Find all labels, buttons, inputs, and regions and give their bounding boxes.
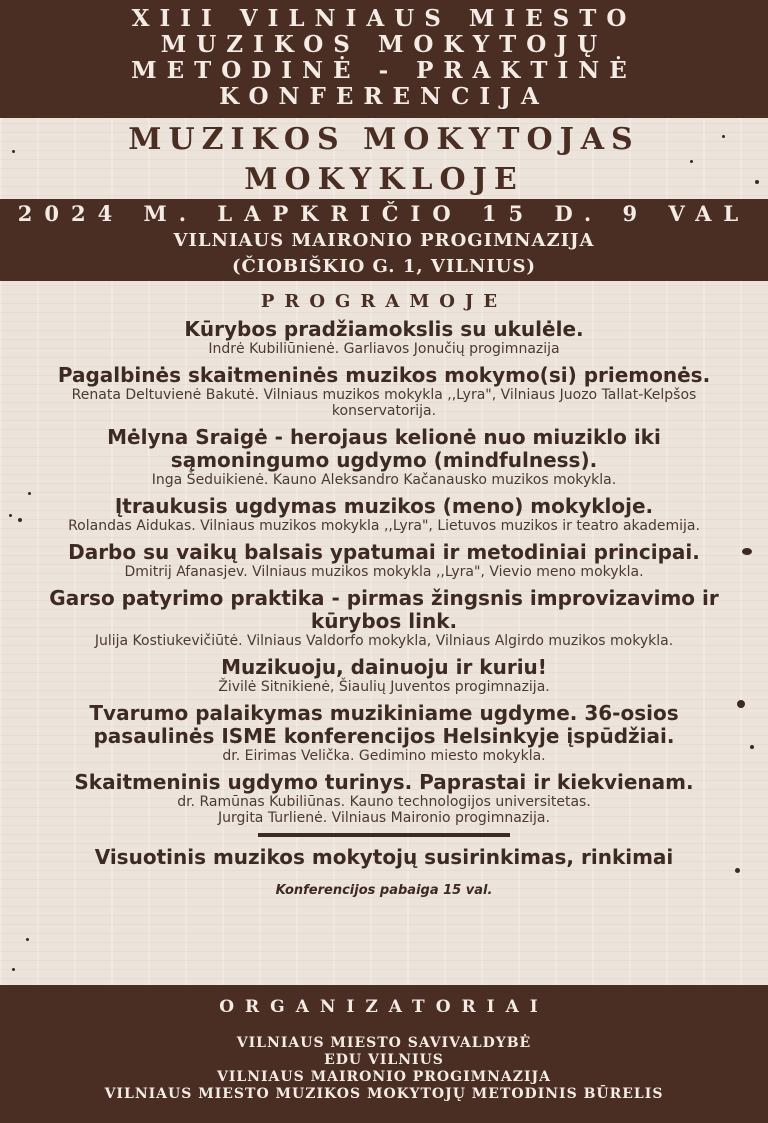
decorative-speck (690, 160, 693, 163)
talk-title: Muzikuoju, dainuoju ir kuriu! (221, 655, 547, 679)
event-date: 2024 M. LAPKRIČIO 15 D. 9 VAL (17, 201, 751, 226)
assembly-title: Visuotinis muzikos mokytojų susirinkimas, rinkimai (94, 845, 674, 869)
organizer-item: VILNIAUS MIESTO SAVIVALDYBĖ (236, 1035, 532, 1051)
talk-title: Garso patyrimo praktika - pirmas žingsnis improvizavimo ir kūrybos link. (49, 586, 719, 633)
programme-item (0, 771, 768, 826)
talk-title: Pagalbinės skaitmeninės muzikos mokymo(si) priemonės. (57, 363, 711, 387)
programme-item (0, 656, 768, 695)
organizer-item: VILNIAUS MAIRONIO PROGIMNAZIJA (216, 1069, 552, 1085)
talk-title: Skaitmeninis ugdymo turinys. Paprastai ir kiekvienam. (74, 770, 694, 794)
decorative-speck (722, 135, 725, 138)
event-info-band (0, 199, 768, 281)
decorative-speck (735, 868, 740, 873)
event-address: (ČIOBIŠKIO G. 1, VILNIUS) (231, 256, 537, 277)
main-title (0, 120, 768, 200)
decorative-speck (737, 700, 745, 708)
divider (258, 833, 510, 837)
talk-speaker: Inga Šeduikienė. Kauno Aleksandro Kačanausko muzikos mokykla. (151, 472, 617, 488)
talk-speaker: dr. Ramūnas Kubiliūnas. Kauno technologijos universitetas. (177, 794, 591, 810)
decorative-speck (18, 518, 22, 522)
talk-title: Mėlyna Sraigė - herojaus kelionė nuo miuziklo iki sąmoningumo ugdymo (mindfulness). (107, 425, 661, 472)
decorative-speck (742, 548, 752, 555)
conference-title-line: KONFERENCIJA (219, 83, 549, 110)
event-venue: VILNIAUS MAIRONIO PROGIMNAZIJA (173, 230, 595, 251)
programme-item (0, 364, 768, 419)
talk-speaker: Julija Kostiukevičiūtė. Vilniaus Valdorfo mokykla, Vilniaus Algirdo muzikos mokykla. (94, 633, 674, 649)
programme-item (0, 541, 768, 580)
talk-speaker: dr. Eirimas Velička. Gedimino miesto mokykla. (222, 748, 546, 764)
decorative-speck (755, 180, 759, 184)
talk-title: Tvarumo palaikymas muzikiniame ugdyme. 36-osios pasaulinės ISME konferencijos Helsinkyje įspūdžiai. (89, 701, 679, 748)
conference-title-line: METODINĖ - PRAKTINĖ (131, 57, 637, 84)
programme-heading: PROGRAMOJE (260, 291, 508, 312)
organizers-band (0, 985, 768, 1123)
conference-title-line: XIII VILNIAUS MIESTO (131, 5, 637, 32)
decorative-speck (9, 514, 12, 517)
organizer-item: EDU VILNIUS (324, 1052, 444, 1068)
talk-speaker: Indrė Kubiliūnienė. Garliavos Jonučių progimnazija (208, 341, 560, 357)
talk-title: Darbo su vaikų balsais ypatumai ir metodiniai principai. (68, 540, 700, 564)
decorative-speck (28, 492, 31, 495)
conference-header-band (0, 0, 768, 118)
decorative-speck (750, 745, 754, 749)
programme-item (0, 318, 768, 357)
organizers-list (0, 1035, 768, 1103)
talk-speaker: Jurgita Turlienė. Vilniaus Maironio progimnazija. (218, 810, 550, 826)
programme-item (0, 426, 768, 488)
programme-item (0, 495, 768, 534)
main-title-line: MOKYKLOJE (244, 162, 524, 197)
talk-speaker: Rolandas Aidukas. Vilniaus muzikos mokykla ,,Lyra", Lietuvos muzikos ir teatro akademija. (68, 518, 700, 534)
conference-title-line: MUZIKOS MOKYTOJŲ (160, 31, 608, 58)
main-title-line: MUZIKOS MOKYTOJAS (128, 122, 640, 157)
talk-speaker: Renata Deltuvienė Bakutė. Vilniaus muzikos mokykla ,,Lyra", Vilniaus Juozo Tallat-Kelpšos konservatorija. (71, 387, 697, 419)
decorative-speck (12, 968, 15, 971)
decorative-speck (12, 150, 15, 153)
programme-list (0, 318, 768, 898)
programme-item (0, 702, 768, 764)
talk-speaker: Dmitrij Afanasjev. Vilniaus muzikos mokykla ,,Lyra", Vievio meno mokykla. (124, 564, 644, 580)
organizers-heading: ORGANIZATORIAI (219, 997, 549, 1017)
talk-title: Įtraukusis ugdymas muzikos (meno) mokykloje. (114, 494, 654, 518)
talk-speaker: Živilė Sitnikienė, Šiaulių Juventos progimnazija. (218, 679, 550, 695)
programme-item (0, 587, 768, 649)
decorative-speck (26, 938, 29, 941)
closing-note: Konferencijos pabaiga 15 val. (275, 883, 493, 898)
talk-title: Kūrybos pradžiamokslis su ukulėle. (184, 317, 584, 341)
organizer-item: VILNIAUS MIESTO MUZIKOS MOKYTOJŲ METODINIS BŪRELIS (104, 1086, 664, 1102)
